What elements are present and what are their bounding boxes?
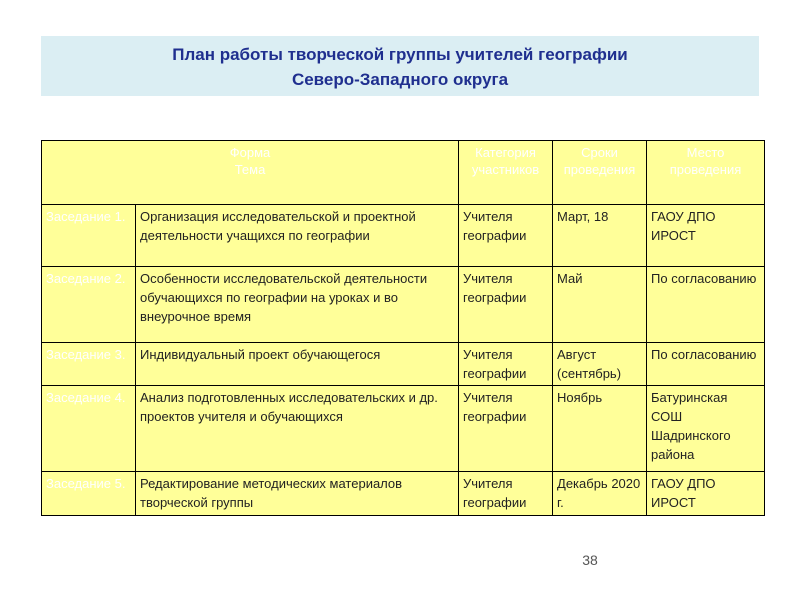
table-row: [42, 205, 765, 267]
row-topic: Анализ подготовленных исследовательских и др. проектов учителя и обучающихся: [136, 386, 459, 472]
row-topic: Редактирование методических материалов творческой группы: [136, 472, 459, 516]
row-place: ГАОУ ДПО ИРОСТ: [647, 472, 765, 516]
header-place: Место проведения: [647, 141, 765, 205]
row-category: Учителя географии: [459, 472, 553, 516]
row-dates: Август (сентябрь): [553, 343, 647, 386]
row-topic: Организация исследовательской и проектной деятельности учащихся по географии: [136, 205, 459, 267]
row-topic: Особенности исследовательской деятельности обучающихся по географии на уроках и во внеурочное время: [136, 267, 459, 343]
row-category: Учителя географии: [459, 205, 553, 267]
header-category: Категория участников: [459, 141, 553, 205]
header-form-topic: [42, 141, 459, 205]
row-form: Заседание 4.: [42, 386, 136, 472]
row-dates: Декабрь 2020 г.: [553, 472, 647, 516]
header-dates: Сроки проведения: [553, 141, 647, 205]
row-place: Батуринская СОШ Шадринского района: [647, 386, 765, 472]
title-line-2: Северо-Западного округа: [291, 70, 509, 89]
row-place: По согласованию: [647, 343, 765, 386]
row-dates: Май: [553, 267, 647, 343]
table-row: [42, 267, 765, 343]
row-category: Учителя географии: [459, 386, 553, 472]
row-form: Заседание 1.: [42, 205, 136, 267]
row-form: Заседание 2.: [42, 267, 136, 343]
row-dates: Март, 18: [553, 205, 647, 267]
table-row: [42, 343, 765, 386]
row-place: По согласованию: [647, 267, 765, 343]
header-topic: Тема: [234, 162, 266, 177]
row-topic: Индивидуальный проект обучающегося: [136, 343, 459, 386]
page-number: 38: [582, 552, 598, 568]
table-row: [42, 472, 765, 516]
title-line-1: План работы творческой группы учителей географии: [172, 45, 628, 64]
row-form: Заседание 5.: [42, 472, 136, 516]
row-category: Учителя географии: [459, 267, 553, 343]
table-row: [42, 386, 765, 472]
plan-table: [41, 140, 765, 516]
header-form: Форма: [229, 145, 271, 160]
row-form: Заседание 3.: [42, 343, 136, 386]
row-place: ГАОУ ДПО ИРОСТ: [647, 205, 765, 267]
table-header-row: [42, 141, 765, 205]
row-dates: Ноябрь: [553, 386, 647, 472]
slide-title: [41, 36, 759, 96]
row-category: Учителя географии: [459, 343, 553, 386]
